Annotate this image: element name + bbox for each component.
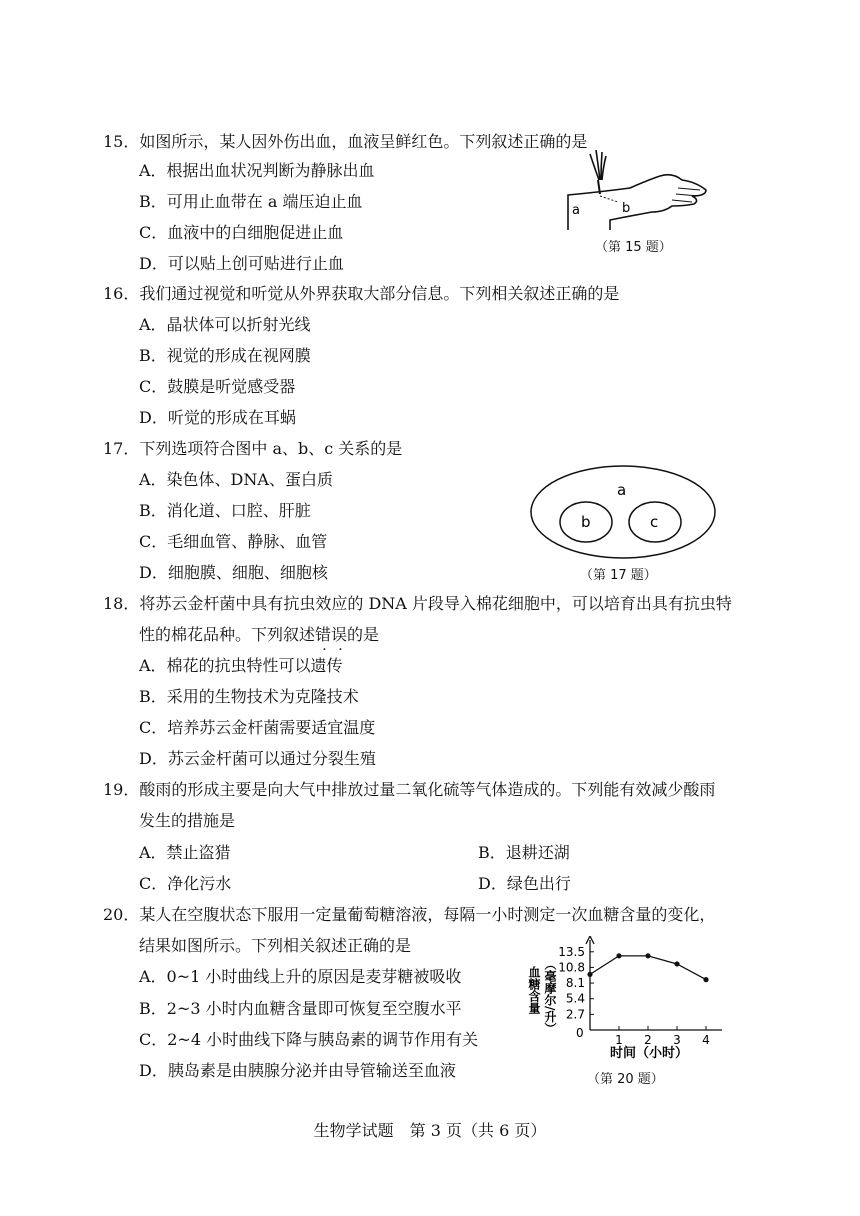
q17-option-a: A．染色体、DNA、蛋白质 (139, 470, 333, 489)
q20-option-b: B．2~3 小时内血糖含量即可恢复至空腹水平 (139, 999, 462, 1018)
q18-option-a: A．棉花的抗虫特性可以遗传 (139, 656, 343, 675)
chart-xtick-label: 1 (615, 1033, 623, 1047)
q19-option-d: D．绿色出行 (478, 874, 571, 893)
q18-emphasis-2: 误 (331, 625, 348, 644)
q17-label-c: c (650, 513, 659, 531)
q20-caption: （第 20 题） (587, 1072, 664, 1087)
chart-point (616, 953, 621, 958)
q17-label-b: b (581, 513, 591, 531)
q18-option-b: B．采用的生物技术为克隆技术 (139, 687, 359, 706)
chart-xtick-label: 3 (673, 1033, 681, 1047)
q18-stem-line2 (139, 624, 379, 646)
q18-stem-post: 的是 (347, 625, 380, 644)
q15-option-b: B．可用止血带在 a 端压迫止血 (139, 192, 363, 211)
q16-option-b: B．视觉的形成在视网膜 (139, 346, 311, 365)
blood-sugar-chart (516, 936, 736, 1066)
q15-stem: 15．如图所示，某人因外伤出血，血液呈鲜红色。下列叙述正确的是 (103, 132, 588, 151)
q16-stem: 16．我们通过视觉和听觉从外界获取大部分信息。下列相关叙述正确的是 (103, 284, 620, 303)
chart-ytick-label: 10.8 (558, 960, 585, 975)
q18-stem-line1: 18．将苏云金杆菌中具有抗虫效应的 DNA 片段导入棉花细胞中，可以培育出具有抗虫特 (103, 594, 732, 613)
q15-arm-figure (560, 150, 710, 230)
chart-point (703, 977, 708, 982)
q17-option-c: C．毛细血管、静脉、血管 (139, 532, 328, 551)
q18-option-d: D．苏云金杆菌可以通过分裂生殖 (139, 749, 376, 768)
q16-option-d: D．听觉的形成在耳蜗 (139, 408, 296, 427)
chart-point (587, 972, 592, 977)
q19-option-a: A．禁止盗猎 (139, 843, 231, 862)
q15-option-d: D．可以贴上创可贴进行止血 (139, 254, 344, 273)
chart-ytick-label: 13.5 (558, 944, 585, 959)
chart-ytick-label: 5.4 (565, 991, 585, 1006)
q20-stem-line2: 结果如图所示。下列相关叙述正确的是 (139, 936, 412, 955)
q17-stem: 17．下列选项符合图中 a、b、c 关系的是 (103, 439, 403, 458)
q15-caption: （第 15 题） (595, 240, 672, 255)
q15-option-a: A．根据出血状况判断为静脉出血 (139, 161, 375, 180)
chart-point (674, 961, 679, 966)
q20-option-d: D．胰岛素是由胰腺分泌并由导管输送至血液 (139, 1061, 456, 1080)
q15-label-b: b (622, 201, 631, 216)
chart-ylabel-line1: 血糖含量 (527, 966, 541, 1014)
q17-ellipse-a (531, 466, 715, 558)
q20-option-a: A．0~1 小时曲线上升的原因是麦芽糖被吸收 (139, 967, 462, 986)
q17-option-b: B．消化道、口腔、肝脏 (139, 501, 311, 520)
q15-option-c: C．血液中的白细胞促进止血 (139, 223, 344, 242)
q17-caption: （第 17 题） (580, 568, 657, 583)
chart-xlabel: 时间（小时） (610, 1046, 689, 1061)
q19-option-c: C．净化污水 (139, 874, 232, 893)
q18-emphasis-1: 错 (315, 625, 332, 644)
chart-point (645, 953, 650, 958)
chart-xtick-label: 4 (702, 1033, 710, 1047)
chart-xtick-label: 2 (644, 1033, 652, 1047)
q17-option-d: D．细胞膜、细胞、细胞核 (139, 563, 328, 582)
chart-ylabel-line2: （毫摩尔/升） (543, 958, 557, 1035)
q19-option-b: B．退耕还湖 (478, 843, 570, 862)
q17-label-a: a (617, 481, 627, 499)
q16-option-a: A．晶状体可以折射光线 (139, 315, 311, 334)
q18-option-c: C．培养苏云金杆菌需要适宜温度 (139, 718, 376, 737)
q16-option-c: C．鼓膜是听觉感受器 (139, 377, 296, 396)
q15-label-a: a (572, 203, 580, 218)
chart-ytick-label: 8.1 (565, 976, 585, 991)
q17-set-diagram (528, 462, 718, 562)
chart-ytick-label: 2.7 (565, 1007, 585, 1022)
page-footer: 生物学试题 第 3 页（共 6 页） (313, 1121, 547, 1140)
chart-series-line (590, 956, 706, 980)
q20-option-c: C．2~4 小时曲线下降与胰岛素的调节作用有关 (139, 1030, 479, 1049)
q18-stem-pre: 性的棉花品种。下列叙述 (139, 625, 316, 644)
q19-stem-line1: 19．酸雨的形成主要是向大气中排放过量二氧化硫等气体造成的。下列能有效减少酸雨 (103, 780, 716, 799)
chart-origin-label: 0 (576, 1026, 584, 1040)
q19-stem-line2: 发生的措施是 (139, 811, 236, 830)
q20-stem-line1: 20．某人在空腹状态下服用一定量葡萄糖溶液，每隔一小时测定一次血糖含量的变化， (103, 905, 716, 924)
